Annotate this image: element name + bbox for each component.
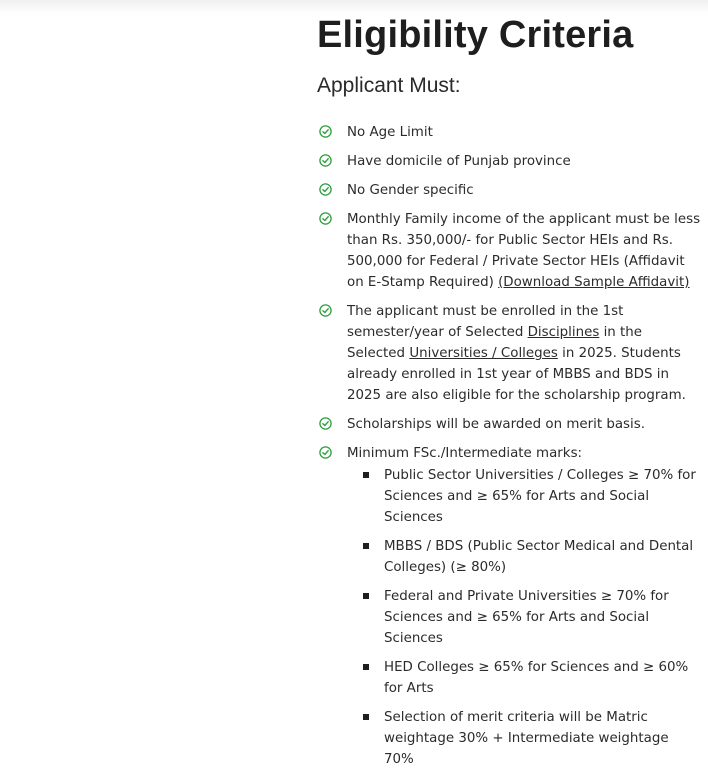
criteria-text: in 2025. Students already enrolled in 1st year of MBBS and BDS in 2025 are also eligible for the scholarship program.: [347, 346, 686, 403]
criteria-text: No Age Limit: [347, 125, 433, 140]
criteria-item-marks: [317, 443, 702, 770]
criteria-item-age: [317, 122, 702, 143]
marks-item: [347, 465, 702, 528]
marks-item: [347, 536, 702, 578]
marks-item: [347, 657, 702, 699]
check-circle-icon: [319, 183, 332, 196]
square-bullet-icon: [363, 472, 369, 478]
check-circle-icon: [319, 154, 332, 167]
criteria-item-domicile: [317, 151, 702, 172]
marks-text: Public Sector Universities / Colleges ≥ 70% for Sciences and ≥ 65% for Arts and Social Sciences: [384, 468, 696, 525]
criteria-item-income: [317, 209, 702, 293]
criteria-text: in the Selected: [347, 325, 643, 361]
page-subtitle: Applicant Must:: [317, 74, 461, 97]
disciplines-link[interactable]: Disciplines: [527, 325, 600, 340]
marks-text: Selection of merit criteria will be Matric weightage 30% + Intermediate weightage 70%: [384, 710, 669, 767]
check-circle-icon: [319, 125, 332, 138]
criteria-text: No Gender specific: [347, 183, 474, 198]
criteria-list: [317, 122, 702, 778]
criteria-text: Minimum FSc./Intermediate marks:: [347, 446, 583, 461]
square-bullet-icon: [363, 543, 369, 549]
criteria-text: Scholarships will be awarded on merit basis.: [347, 417, 645, 432]
check-circle-icon: [319, 417, 332, 430]
check-circle-icon: [319, 304, 332, 317]
marks-text: HED Colleges ≥ 65% for Sciences and ≥ 60% for Arts: [384, 660, 689, 696]
marks-text: MBBS / BDS (Public Sector Medical and Dental Colleges) (≥ 80%): [384, 539, 694, 575]
marks-item: [347, 586, 702, 649]
check-circle-icon: [319, 212, 332, 225]
marks-item: [347, 707, 702, 770]
criteria-item-merit: [317, 414, 702, 435]
criteria-text: Have domicile of Punjab province: [347, 154, 571, 169]
page-title: Eligibility Criteria: [317, 14, 634, 56]
check-circle-icon: [319, 446, 332, 459]
square-bullet-icon: [363, 714, 369, 720]
square-bullet-icon: [363, 593, 369, 599]
criteria-text: The applicant must be enrolled in the 1st semester/year of Selected: [347, 304, 624, 340]
criteria-item-gender: [317, 180, 702, 201]
criteria-text: Monthly Family income of the applicant must be less than Rs. 350,000/- for Public Sector HEIs and Rs. 500,000 for Federal / Private Sector HEIs (Affidavit on E-Stamp Required): [347, 212, 701, 290]
marks-text: Federal and Private Universities ≥ 70% for Sciences and ≥ 65% for Arts and Social Sciences: [384, 589, 669, 646]
square-bullet-icon: [363, 664, 369, 670]
criteria-item-enrollment: [317, 301, 702, 406]
universities-colleges-link[interactable]: Universities / Colleges: [409, 346, 558, 361]
download-affidavit-link[interactable]: (Download Sample Affidavit): [498, 275, 690, 290]
marks-sublist: [347, 465, 702, 770]
